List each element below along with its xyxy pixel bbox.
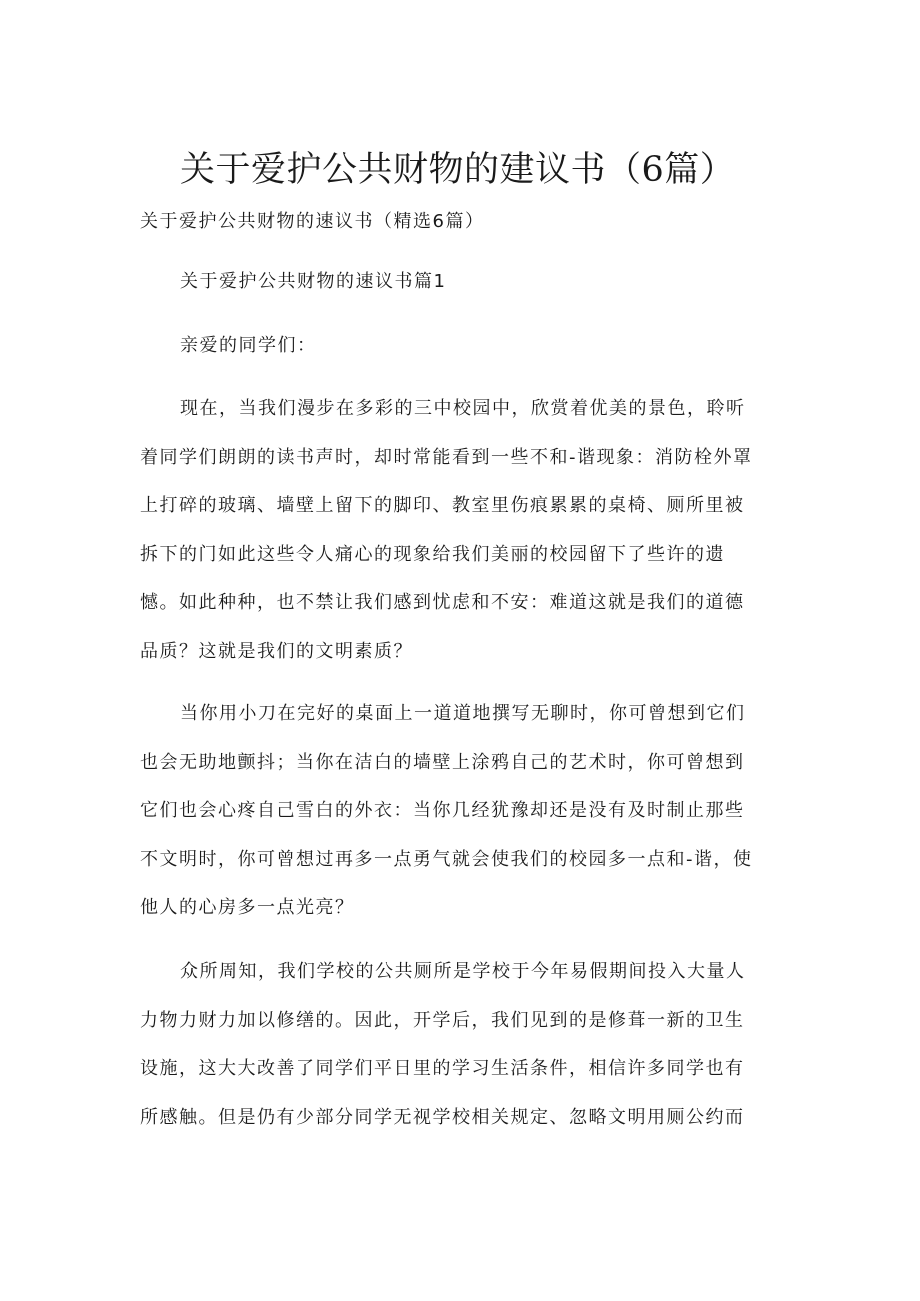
paragraph-line: 拆下的门如此这些令人痛心的现象给我们美丽的校园留下了些许的遗 — [140, 543, 725, 565]
greeting-line: 亲爱的同学们： — [180, 335, 317, 356]
document-subtitle: 关于爱护公共财物的速议书（精选6篇） — [140, 211, 485, 232]
paragraph-line: 他人的心房多一点光亮？ — [140, 897, 355, 919]
paragraph-3 — [140, 948, 780, 1142]
paragraph-line: 当你用小刀在完好的桌面上一道道地撰写无聊时，你可曾想到它们 — [180, 703, 746, 724]
paragraph-2 — [140, 690, 780, 933]
paragraph-line: 上打碎的玻璃、墙壁上留下的脚印、教室里伤痕累累的桌椅、厕所里被 — [140, 495, 745, 517]
paragraph-1 — [140, 385, 780, 677]
section-heading: 关于爱护公共财物的速议书篇1 — [180, 271, 447, 292]
paragraph-line: 不文明时，你可曾想过再多一点勇气就会使我们的校园多一点和-谐，使 — [140, 848, 753, 870]
paragraph-line: 憾。如此种种，也不禁让我们感到忧虑和不安：难道这就是我们的道德 — [140, 592, 745, 614]
paragraph-line: 也会无助地颤抖；当你在洁白的墙壁上涂鸦自己的艺术时，你可曾想到 — [140, 751, 745, 773]
paragraph-line: 所感触。但是仍有少部分同学无视学校相关规定、忽略文明用厕公约而 — [140, 1106, 745, 1128]
document-title: 关于爱护公共财物的建议书（6篇） — [180, 150, 736, 190]
paragraph-line: 现在，当我们漫步在多彩的三中校园中，欣赏着优美的景色，聆听 — [180, 398, 746, 419]
paragraph-line: 众所周知，我们学校的公共厕所是学校于今年易假期间投入大量人 — [180, 961, 746, 982]
paragraph-line: 设施，这大大改善了同学们平日里的学习生活条件，相信许多同学也有 — [140, 1058, 745, 1080]
paragraph-line: 力物力财力加以修缮的。因此，开学后，我们见到的是修葺一新的卫生 — [140, 1009, 745, 1031]
paragraph-line: 它们也会心疼自己雪白的外衣：当你几经犹豫却还是没有及时制止那些 — [140, 800, 745, 822]
paragraph-line: 着同学们朗朗的读书声时，却时常能看到一些不和-谐现象：消防栓外罩 — [140, 446, 753, 468]
paragraph-line: 品质？这就是我们的文明素质？ — [140, 640, 413, 662]
